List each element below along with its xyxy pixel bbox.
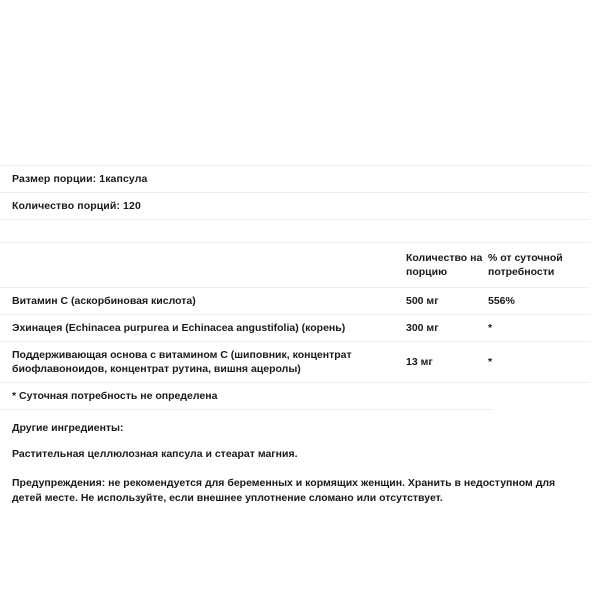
other-ingredients-heading: Другие ингредиенты: xyxy=(12,422,124,434)
ingredient-amount: 13 мг xyxy=(406,356,433,368)
ingredient-name: Эхинацея (Echinacea purpurea и Echinacea angustifolia) (корень) xyxy=(12,322,346,334)
daily-value-footnote: * Суточная потребность не определена xyxy=(12,390,218,402)
ingredient-name: Витамин C (аскорбиновая кислота) xyxy=(12,295,196,307)
serving-size-row: Размер порции: 1капсула xyxy=(12,173,148,185)
table-row xyxy=(0,315,600,341)
warnings-text: Предупреждения: не рекомендуется для беременных и кормящих женщин. Хранить в недоступном для детей месте. Не используйте, если внешнее уплотнение сломано или отсутствует. xyxy=(12,477,556,504)
servings-per-container-row: Количество порций: 120 xyxy=(12,200,141,212)
ingredient-name: Поддерживающая основа с витамином C (шиповник, концентрат биофлавоноидов, концентрат рутина, вишня ацеролы) xyxy=(12,349,352,375)
section-spacer xyxy=(0,220,600,242)
supplement-facts-panel xyxy=(0,165,600,506)
other-ingredients-text: Растительная целлюлозная капсула и стеарат магния. xyxy=(12,448,298,460)
ingredient-daily-value: * xyxy=(488,356,493,368)
table-row xyxy=(0,288,600,314)
ingredient-amount: 500 мг xyxy=(406,295,439,307)
ingredient-amount: 300 мг xyxy=(406,322,439,334)
column-header-name xyxy=(0,243,406,259)
column-header-percent-daily-value: % от суточной потребности xyxy=(488,252,563,278)
ingredient-daily-value: 556% xyxy=(488,295,515,307)
column-header-amount-per-serving: Количество на порцию xyxy=(406,252,483,278)
table-header-row xyxy=(0,243,600,287)
ingredient-daily-value: * xyxy=(488,322,493,334)
table-row xyxy=(0,342,600,382)
